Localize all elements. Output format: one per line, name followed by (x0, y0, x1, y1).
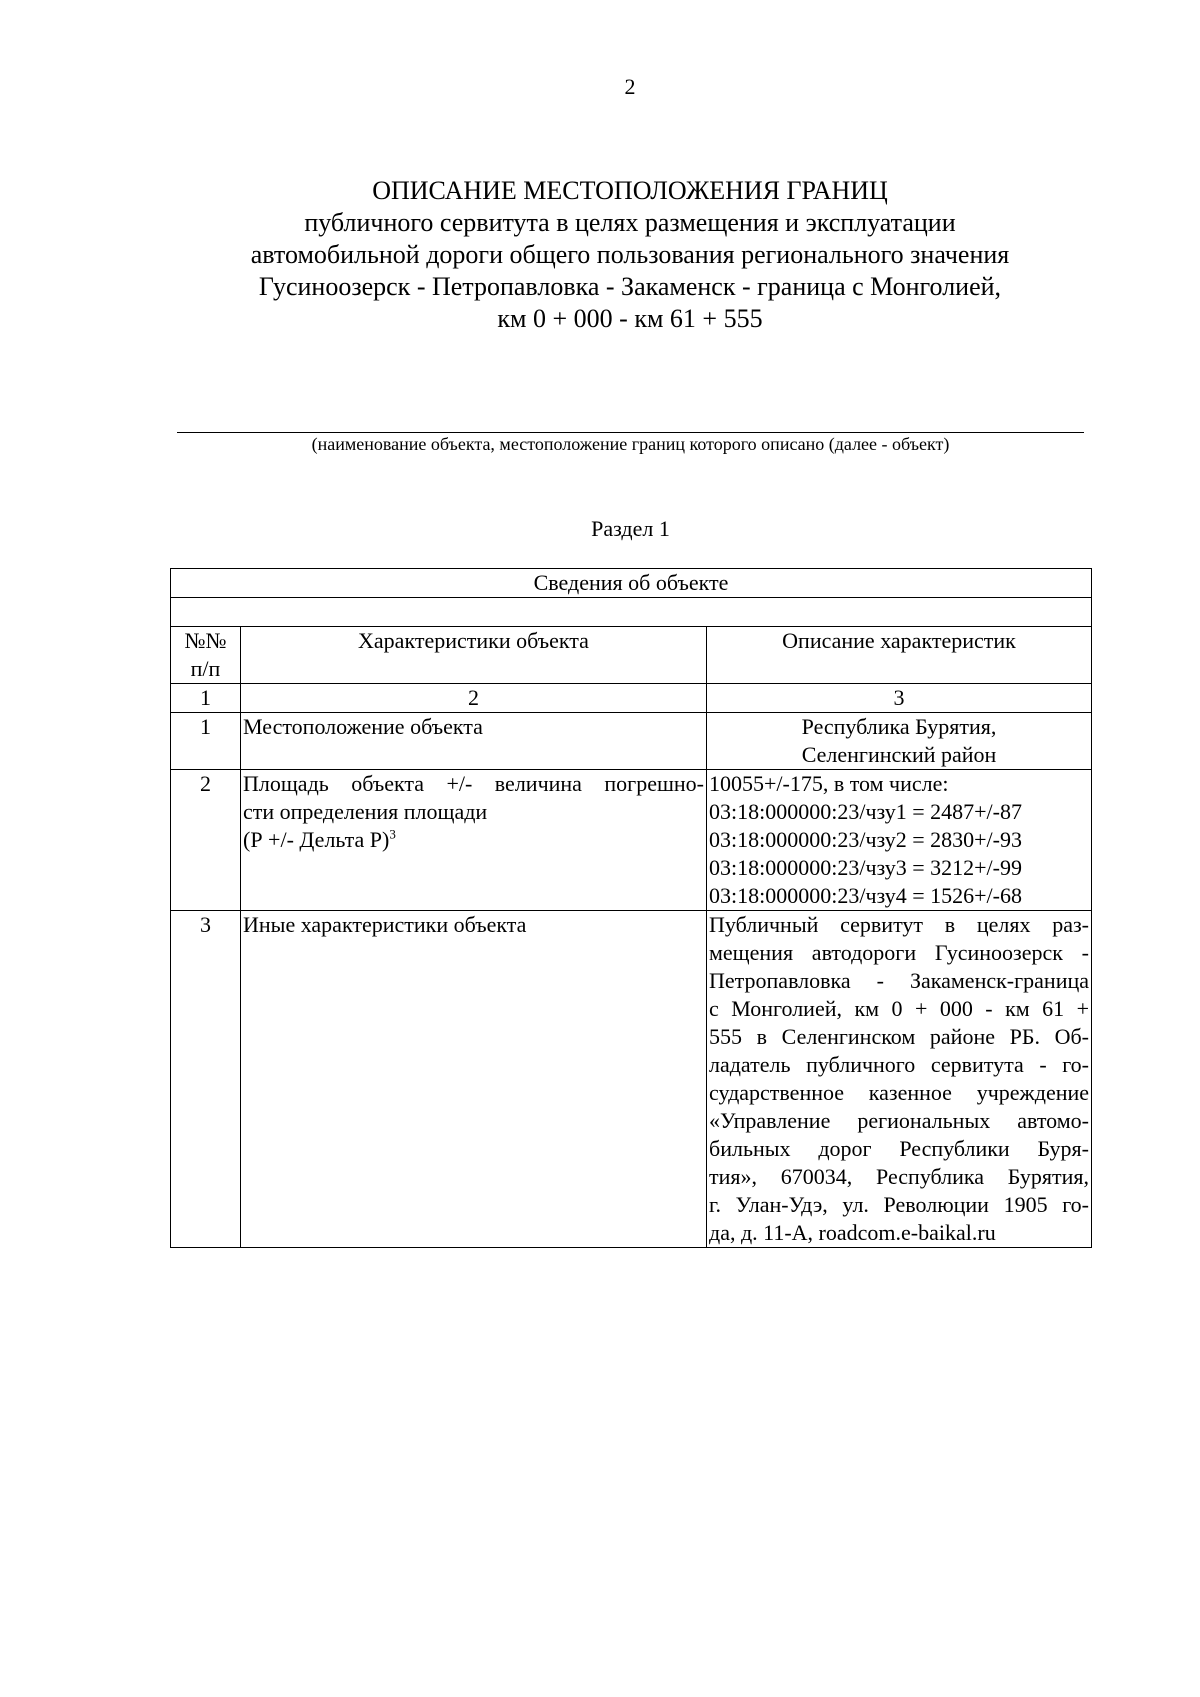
row-description (707, 713, 1092, 770)
index-cell: 1 (171, 684, 241, 713)
table-index-row (171, 684, 1092, 713)
row-num: 2 (171, 770, 241, 911)
description-line: 10055+/-175, в том числе: (709, 771, 949, 796)
header-characteristic: Характеристики объекта (241, 627, 707, 684)
row-description (707, 911, 1092, 1248)
description-line: 555 в Селенгинском районе РБ. Об- (709, 1024, 1090, 1049)
index-cell: 3 (707, 684, 1092, 713)
index-cell: 2 (241, 684, 707, 713)
row-characteristic (241, 770, 707, 911)
row-characteristic: Иные характеристики объекта (241, 911, 707, 1248)
description-line: бильных дорог Республики Буря- (709, 1136, 1090, 1161)
description-line: Селенгинский район (801, 742, 997, 767)
title-line-3: автомобильной дороги общего пользования регионального значения (250, 240, 1010, 269)
table-empty-cell (171, 598, 1092, 627)
table-row (171, 713, 1092, 770)
table-empty-row (171, 598, 1092, 627)
page-number: 2 (624, 74, 636, 99)
header-description: Описание характеристик (707, 627, 1092, 684)
description-line: тия», 670034, Республика Бурятия, (709, 1164, 1090, 1189)
title-line-1: ОПИСАНИЕ МЕСТОПОЛОЖЕНИЯ ГРАНИЦ (372, 176, 888, 205)
footnote-marker: 3 (389, 826, 396, 842)
row-characteristic: Местоположение объекта (241, 713, 707, 770)
table-row (171, 911, 1092, 1248)
characteristic-line: сти определения площади (243, 799, 488, 824)
object-name-caption: (наименование объекта, местоположение границ которого описано (далее - объект) (311, 434, 950, 454)
characteristic-line (243, 826, 704, 854)
description-line: 03:18:000000:23/чзу1 = 2487+/-87 (709, 799, 1022, 824)
description-line: сударственное казенное учреждение (709, 1080, 1090, 1105)
description-line: Республика Бурятия, (801, 714, 997, 739)
description-line: ладатель публичного сервитута - го- (709, 1052, 1090, 1077)
description-line: мещения автодороги Гусиноозерск - (709, 940, 1090, 965)
section-title: Раздел 1 (591, 516, 670, 541)
object-info-table (170, 568, 1092, 1248)
table-header-row (171, 627, 1092, 684)
description-line: с Монголией, км 0 + 000 - км 61 + (709, 996, 1090, 1021)
description-line: Петропавловка - Закаменск-граница (709, 968, 1090, 993)
description-line: 03:18:000000:23/чзу4 = 1526+/-68 (709, 883, 1022, 908)
description-line: г. Улан-Удэ, ул. Революции 1905 го- (709, 1192, 1090, 1217)
title-line-2: публичного сервитута в целях размещения и эксплуатации (304, 208, 956, 237)
row-num: 3 (171, 911, 241, 1248)
row-num: 1 (171, 713, 241, 770)
title-line-5: км 0 + 000 - км 61 + 555 (497, 304, 763, 333)
description-line: да, д. 11-А, roadcom.e-baikal.ru (709, 1220, 996, 1245)
document-title (170, 175, 1090, 335)
header-num: №№ п/п (171, 627, 241, 684)
table-row (171, 770, 1092, 911)
description-line: 03:18:000000:23/чзу3 = 3212+/-99 (709, 855, 1022, 880)
characteristic-text: (Р +/- Дельта Р) (243, 827, 390, 852)
characteristic-line: Площадь объекта +/- величина погрешно- (243, 771, 704, 796)
row-description (707, 770, 1092, 911)
table-title-row (171, 569, 1092, 598)
description-line: 03:18:000000:23/чзу2 = 2830+/-93 (709, 827, 1022, 852)
description-line: «Управление региональных автомо- (709, 1108, 1090, 1133)
table-title: Сведения об объекте (171, 569, 1092, 598)
description-line: Публичный сервитут в целях раз- (709, 912, 1090, 937)
object-name-rule (177, 432, 1084, 433)
title-line-4: Гусиноозерск - Петропавловка - Закаменск - граница с Монголией, (258, 272, 1002, 301)
